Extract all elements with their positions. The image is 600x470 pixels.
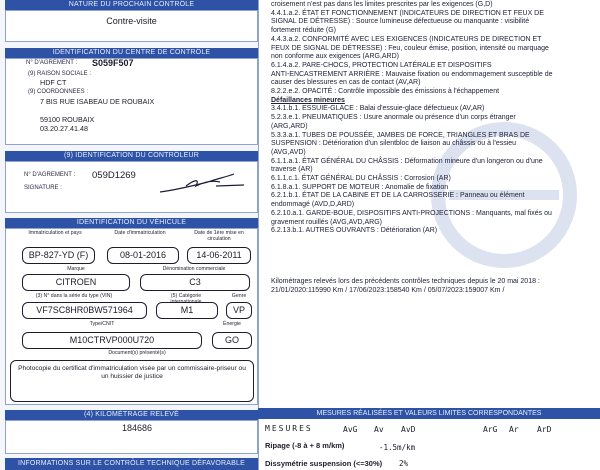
date-immat-label: Date d'immatriculation [114, 230, 166, 236]
defect-line: SUSPENSION : Détérioration d'un silentbloc de liaison au châssis ou à l'essieu [271, 140, 517, 148]
docs-label: Document(s) présenté(s) [108, 350, 166, 356]
defect-line: 4.4.3.a.2. CONFORMITÉ AVEC LES EXIGENCES (INDICATEURS DE DIRECTION ET [271, 35, 542, 43]
defect-line: (ARG,ARD) [271, 122, 308, 130]
defect-line: croisement n'est pas dans les limites prescrites par les exigences (G,D) [271, 1, 493, 8]
vehicle-box [5, 228, 258, 405]
controller-agrement: 059D1269 [92, 170, 136, 181]
ripage-value: -1.5m/km [379, 443, 416, 452]
signature-label: SIGNATURE : [24, 185, 62, 191]
defects-list [271, 1, 599, 236]
raison-value: HDF CT [40, 78, 67, 87]
vin-value: VF7SC8HR0BW571964 [22, 302, 147, 319]
center-agrement-label: N° D'AGREMENT : [26, 60, 78, 66]
defect-line: ANTI-ENCASTREMENT ARRIÈRE : Mauvaise fixation ou endommagement susceptible de [271, 70, 553, 78]
defect-line: 3.4.1.b.1. ESSUIE-GLACE : Balai d'essuie-glace défectueux (AV,AR) [271, 105, 485, 113]
controller-header: (9) IDENTIFICATION DU CONTRÔLEUR [5, 151, 258, 161]
raison-label: (9) RAISON SOCIALE : [28, 71, 92, 77]
defect-line: SIGNAL DE DÉTRESSE) : Source lumineuse défectueuse ou manquante : visibilité [271, 18, 530, 26]
defect-line: 6.2.13.b.1. AUTRES OUVRANTS : Détérioration (AR) [271, 227, 438, 235]
energie-value: GO [212, 332, 252, 349]
date-circ-label: Date de 1ère mise en circulation [194, 230, 244, 242]
defect-line: 6.1.4.a.2. PARE-CHOCS, PROTECTION LATÉRALE ET DISPOSITIFS [271, 61, 492, 69]
defect-line: causer des blessures en cas de contact (AV,AR) [271, 79, 421, 87]
defect-line: 6.2.10.a.1. GARDE-BOUE, DISPOSITIFS ANTI-PROJECTIONS : Manquants, mal fixés ou [271, 209, 552, 217]
cat-value: M1 [156, 302, 218, 319]
denom-value: C3 [140, 274, 250, 291]
type-value: M10CTRVP000U720 [22, 332, 202, 349]
center-agrement: S059F507 [92, 58, 134, 68]
measures-box [258, 419, 600, 470]
col-av: Av [374, 425, 384, 434]
phone: 03.20.27.41.48 [40, 124, 88, 133]
bottom-header: INFORMATIONS SUR LE CONTRÔLE TECHNIQUE DÉFAVORABLE [5, 458, 258, 470]
center-box [5, 58, 258, 145]
next-visit-box [5, 10, 258, 42]
ripage-label: Ripage (-8 à + 8 m/km) [265, 441, 345, 450]
dissym-value: 2% [399, 459, 409, 468]
col-avd: AvD [401, 425, 416, 434]
energie-label: Énergie [223, 321, 241, 327]
marque-label: Marque [67, 266, 85, 272]
km-value: 184686 [122, 423, 153, 433]
defect-line: 6.1.8.a.1. SUPPORT DE MOTEUR : Anomalie de fixation [271, 183, 449, 191]
address-line-2: 59100 ROUBAIX [40, 115, 95, 124]
km-history [271, 278, 599, 295]
km-history-line-1: Kilométrages relevés lors des précédents contrôles techniques depuis le 20 mai 2018 : [271, 278, 540, 285]
col-avg: AvG [343, 425, 358, 434]
denom-label: Dénomination commerciale [162, 266, 226, 272]
dissym-label: Dissymétrie suspension (<=30%) [265, 459, 383, 468]
docs-value: Photocopie du certificat d'immatriculation visée par un commissaire-priseur ou un huissier de justice [10, 360, 254, 402]
next-visit-header: NATURE DU PROCHAIN CONTRÔLE [5, 0, 258, 10]
cat-label: (5) Catégorie [170, 293, 202, 299]
date-circ-value: 14-06-2011 [187, 247, 251, 264]
km-header: (4) KILOMÉTRAGE RELEVÉ [5, 410, 258, 420]
col-ard: ArD [537, 425, 552, 434]
type-label: Type/CNIT [89, 321, 115, 327]
defect-line: non conforme aux exigences (ARG,ARD) [271, 53, 399, 61]
immat-value: BP-827-YD (F) [22, 247, 95, 264]
defect-line: traverse (AR) [271, 166, 313, 174]
controller-agrement-label: N° D'AGREMENT : [24, 172, 76, 178]
controller-box [5, 161, 258, 213]
defect-line: (AVG,AVD) [271, 148, 306, 156]
defect-line: 4.4.1.a.2. ÉTAT ET FONCTIONNEMENT (INDICATEURS DE DIRECTION ET FEUX DE [271, 9, 544, 17]
defect-line: fortement réduite (G) [271, 27, 336, 35]
defect-line: Défaillances mineures [271, 96, 345, 104]
defect-line: 8.2.2.e.2. OPACITÉ : Contrôle impossible des émissions à l'échappement [271, 88, 500, 96]
genre-value: VP [226, 302, 252, 319]
km-box [5, 420, 258, 454]
defect-line: endommagé (AVD,D,ARD) [271, 201, 355, 209]
coord-label: (9) COORDONNEES : [28, 89, 89, 95]
defect-line: 5.2.3.e.1. PNEUMATIQUES : Usure anormale ou présence d'un corps étranger [271, 114, 516, 122]
defect-line: 6.2.1.b.1. ÉTAT DE LA CABINE ET DE LA CARROSSERIE : Panneau ou élément [271, 192, 525, 200]
measures-title: MESURES [265, 424, 313, 433]
signature-mark [156, 168, 248, 198]
address-line-1: 7 BIS RUE ISABEAU DE ROUBAIX [40, 97, 155, 106]
center-header: IDENTIFICATION DU CENTRE DE CONTRÔLE [5, 48, 258, 58]
defect-line: gravement rouillés (AVG,AVD,ARG) [271, 218, 382, 226]
col-arg: ArG [483, 425, 498, 434]
vehicle-header: IDENTIFICATION DU VÉHICULE [5, 218, 258, 228]
measures-header: MESURES RÉALISÉES ET VALEURS LIMITES CORRESPONDANTES [258, 408, 600, 419]
col-ar: Ar [509, 425, 519, 434]
defect-line: 6.1.1.a.1. ÉTAT GÉNÉRAL DU CHÂSSIS : Déformation mineure d'un longeron ou d'une [271, 157, 543, 165]
immat-label: Immatriculation et pays [28, 230, 82, 236]
genre-label: Genre [231, 293, 247, 299]
defect-line: FEUX DE SIGNAL DE DÉTRESSE) : Feu, couleur émise, position, intensité ou marquage [271, 44, 549, 52]
defect-line: 6.1.1.c.1. ÉTAT GÉNÉRAL DU CHÂSSIS : Corrosion (AR) [271, 175, 451, 183]
km-history-line-2: 21/01/2020:115990 Km / 17/06/2023:158540 Km / 05/07/2023:159007 Km / [271, 286, 505, 294]
date-immat-value: 08-01-2016 [107, 247, 179, 264]
vin-label: (3) N° dans la série du type (VIN) [35, 293, 113, 299]
next-visit-value: Contre-visite [106, 16, 157, 26]
marque-value: CITROEN [22, 274, 130, 291]
defect-line: 5.3.3.a.1. TUBES DE POUSSÉE, JAMBES DE FORCE, TRIANGLES ET BRAS DE [271, 131, 530, 139]
